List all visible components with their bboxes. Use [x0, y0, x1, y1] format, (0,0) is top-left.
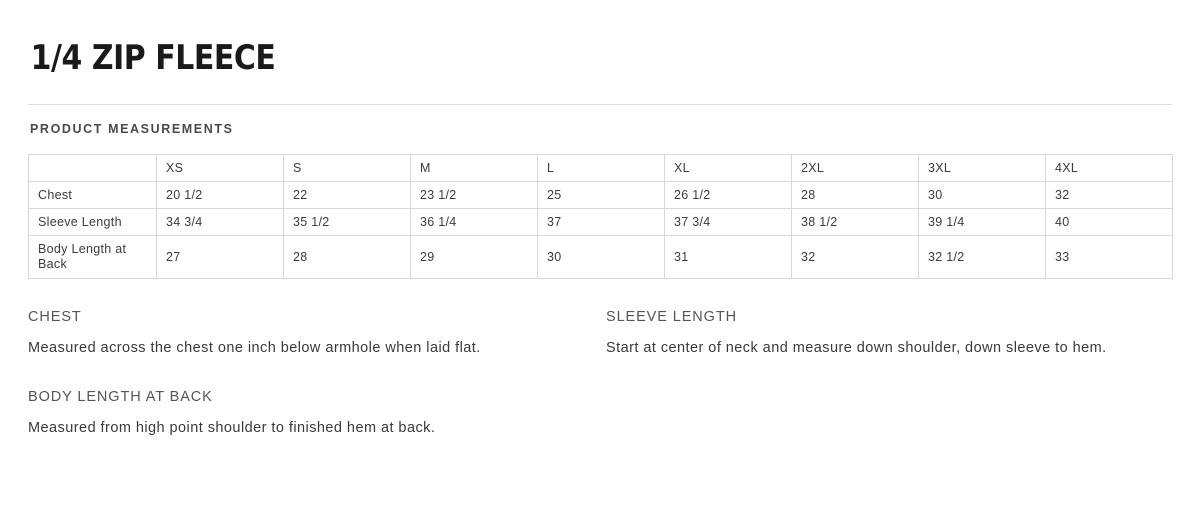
definition-sleeve-length — [606, 309, 1172, 361]
table-row — [29, 236, 1173, 279]
cell-body-length-3xl: 32 1/2 — [919, 236, 1046, 279]
cell-chest-3xl: 30 — [919, 182, 1046, 209]
cell-chest-l: 25 — [538, 182, 665, 209]
measurement-definitions — [28, 309, 1172, 441]
table-body — [29, 182, 1173, 279]
cell-body-length-xs: 27 — [157, 236, 284, 279]
cell-chest-2xl: 28 — [792, 182, 919, 209]
cell-body-length-l: 30 — [538, 236, 665, 279]
cell-sleeve-4xl: 40 — [1046, 209, 1173, 236]
definition-title-sleeve-length: SLEEVE LENGTH — [606, 309, 737, 325]
column-header-xs: XS — [157, 155, 284, 182]
cell-chest-xl: 26 1/2 — [665, 182, 792, 209]
cell-chest-xs: 20 1/2 — [157, 182, 284, 209]
cell-body-length-xl: 31 — [665, 236, 792, 279]
definition-text-chest: Measured across the chest one inch below armhole when laid flat. — [28, 340, 481, 356]
measurements-table — [28, 154, 1173, 279]
definition-title-chest: CHEST — [28, 309, 82, 325]
table-corner-cell — [29, 155, 157, 182]
definition-body-length-at-back — [28, 389, 594, 441]
table-header-row — [29, 155, 1173, 182]
cell-chest-m: 23 1/2 — [411, 182, 538, 209]
cell-sleeve-l: 37 — [538, 209, 665, 236]
cell-body-length-4xl: 33 — [1046, 236, 1173, 279]
definition-title-body-length-at-back: BODY LENGTH AT BACK — [28, 389, 213, 405]
definition-text-sleeve-length: Start at center of neck and measure down shoulder, down sleeve to hem. — [606, 340, 1107, 356]
row-header-body-length-at-back: Body Length at Back — [29, 236, 157, 279]
cell-body-length-s: 28 — [284, 236, 411, 279]
column-header-l: L — [538, 155, 665, 182]
title-divider — [28, 104, 1172, 105]
column-header-2xl: 2XL — [792, 155, 919, 182]
table-header — [29, 155, 1173, 182]
cell-body-length-2xl: 32 — [792, 236, 919, 279]
column-header-3xl: 3XL — [919, 155, 1046, 182]
cell-chest-4xl: 32 — [1046, 182, 1173, 209]
definition-spacer — [606, 389, 1172, 441]
section-label-product-measurements: PRODUCT MEASUREMENTS — [30, 122, 234, 136]
column-header-xl: XL — [665, 155, 792, 182]
row-header-sleeve-length: Sleeve Length — [29, 209, 157, 236]
table-row — [29, 209, 1173, 236]
cell-sleeve-3xl: 39 1/4 — [919, 209, 1046, 236]
cell-sleeve-m: 36 1/4 — [411, 209, 538, 236]
page-title: 1/4 ZIP FLEECE — [30, 38, 276, 78]
column-header-m: M — [411, 155, 538, 182]
cell-sleeve-xl: 37 3/4 — [665, 209, 792, 236]
column-header-s: S — [284, 155, 411, 182]
table-row — [29, 182, 1173, 209]
definition-text-body-length-at-back: Measured from high point shoulder to finished hem at back. — [28, 420, 436, 436]
cell-body-length-m: 29 — [411, 236, 538, 279]
column-header-4xl: 4XL — [1046, 155, 1173, 182]
cell-sleeve-2xl: 38 1/2 — [792, 209, 919, 236]
cell-sleeve-xs: 34 3/4 — [157, 209, 284, 236]
cell-sleeve-s: 35 1/2 — [284, 209, 411, 236]
row-header-chest: Chest — [29, 182, 157, 209]
definition-chest — [28, 309, 594, 361]
cell-chest-s: 22 — [284, 182, 411, 209]
